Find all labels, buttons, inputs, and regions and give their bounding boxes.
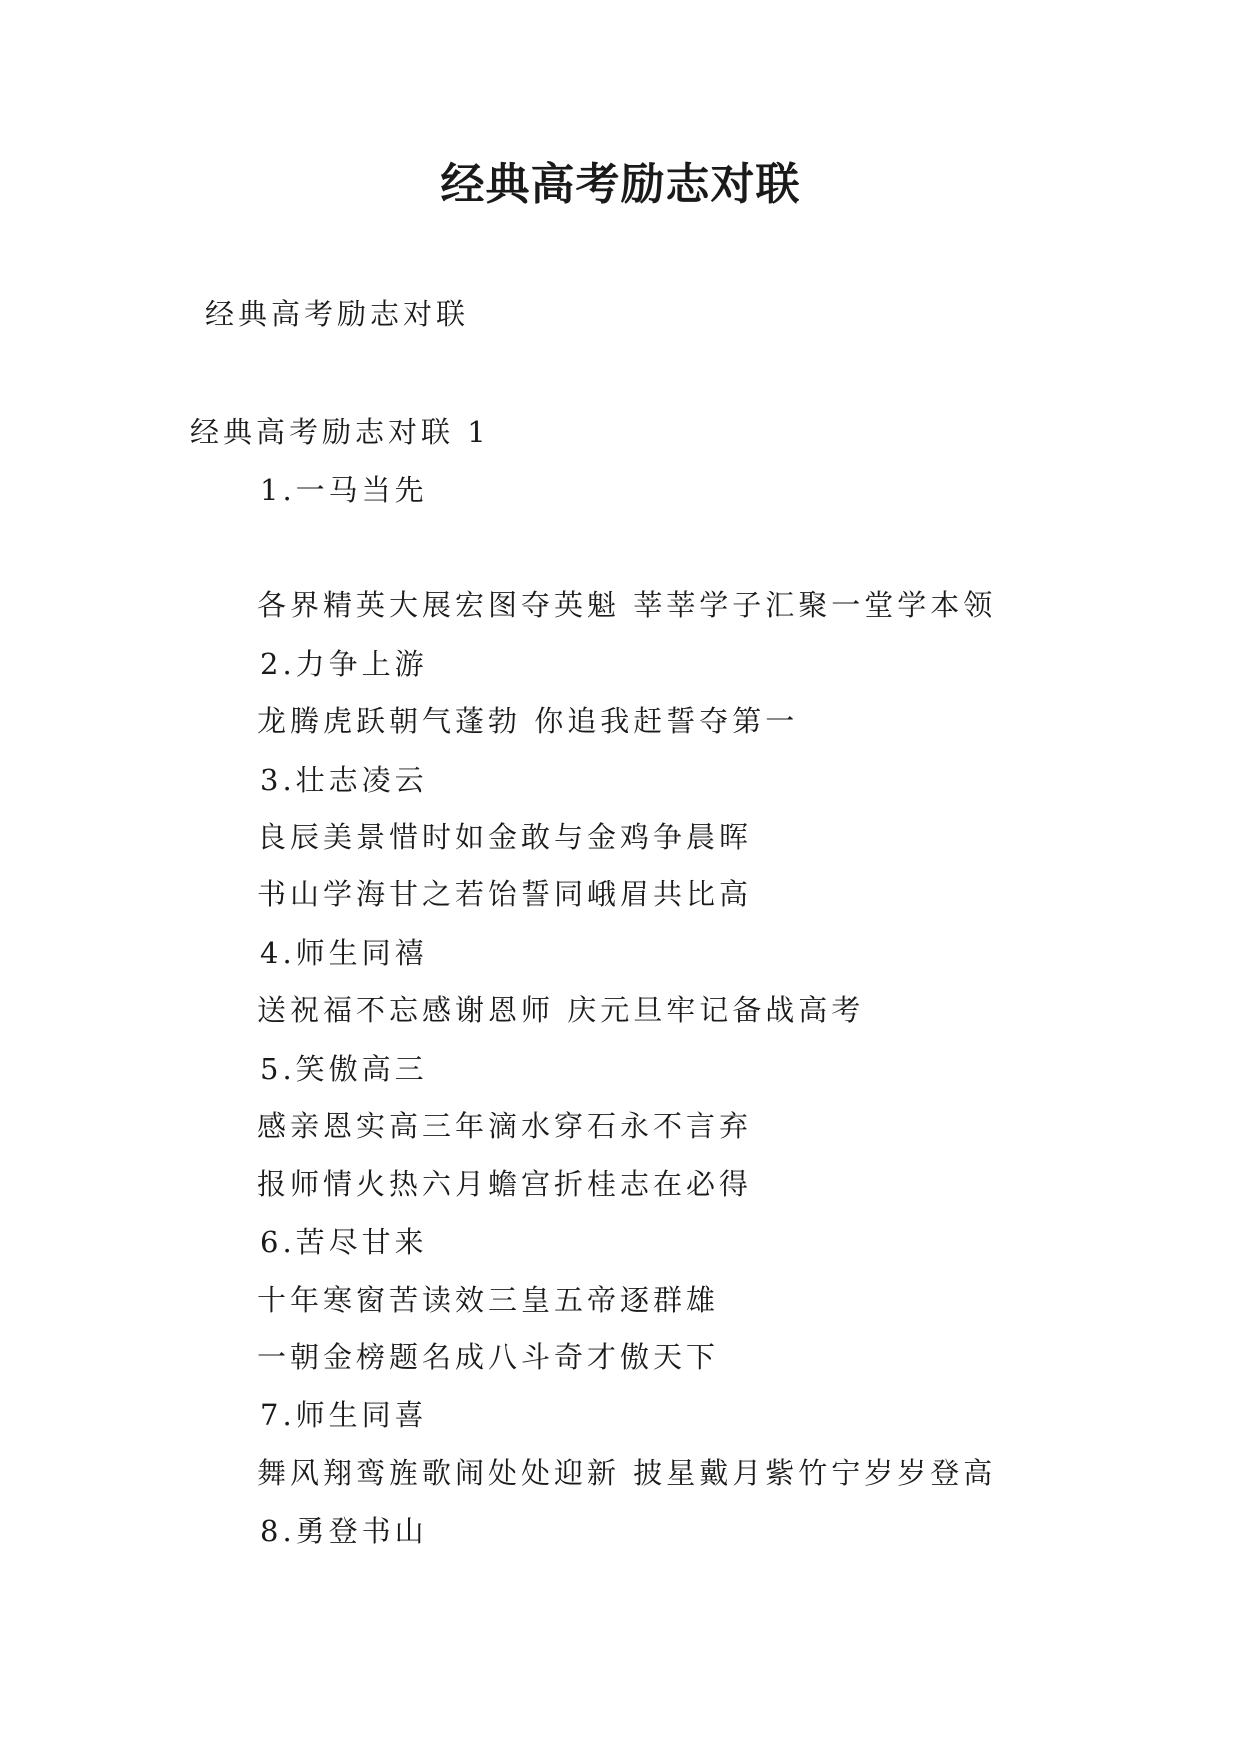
item-heading: 6.苦尽甘来 xyxy=(260,1225,428,1259)
couplet-line: 一朝金榜题名成八斗奇才傲天下 xyxy=(257,1340,720,1374)
couplet-line: 龙腾虎跃朝气蓬勃 你追我赶誓夺第一 xyxy=(257,704,799,738)
couplet-line: 舞风翔鸾旌歌闹处处迎新 披星戴月紫竹宁岁岁登高 xyxy=(257,1456,997,1490)
couplet-line: 感亲恩实高三年滴水穿石永不言弃 xyxy=(257,1109,753,1143)
item-heading: 2.力争上游 xyxy=(260,647,428,681)
couplet-line: 良辰美景惜时如金敢与金鸡争晨晖 xyxy=(257,820,753,854)
couplet-line: 送祝福不忘感谢恩师 庆元旦牢记备战高考 xyxy=(257,993,865,1027)
section-heading: 经典高考励志对联 1 xyxy=(190,415,490,449)
item-heading: 7.师生同喜 xyxy=(260,1398,428,1432)
couplet-line: 十年寒窗苦读效三皇五帝逐群雄 xyxy=(257,1283,720,1317)
couplet-line: 各界精英大展宏图夺英魁 莘莘学子汇聚一堂学本领 xyxy=(257,588,997,622)
item-heading: 4.师生同禧 xyxy=(260,936,428,970)
item-heading: 5.笑傲高三 xyxy=(260,1052,428,1086)
couplet-line: 书山学海甘之若饴誓同峨眉共比高 xyxy=(257,877,753,911)
couplet-line: 报师情火热六月蟾宫折桂志在必得 xyxy=(257,1167,753,1201)
item-heading: 1.一马当先 xyxy=(260,473,428,507)
document-title: 经典高考励志对联 xyxy=(440,159,801,210)
document-subtitle: 经典高考励志对联 xyxy=(205,297,470,331)
item-heading: 3.壮志凌云 xyxy=(260,763,428,797)
item-heading: 8.勇登书山 xyxy=(260,1514,428,1548)
